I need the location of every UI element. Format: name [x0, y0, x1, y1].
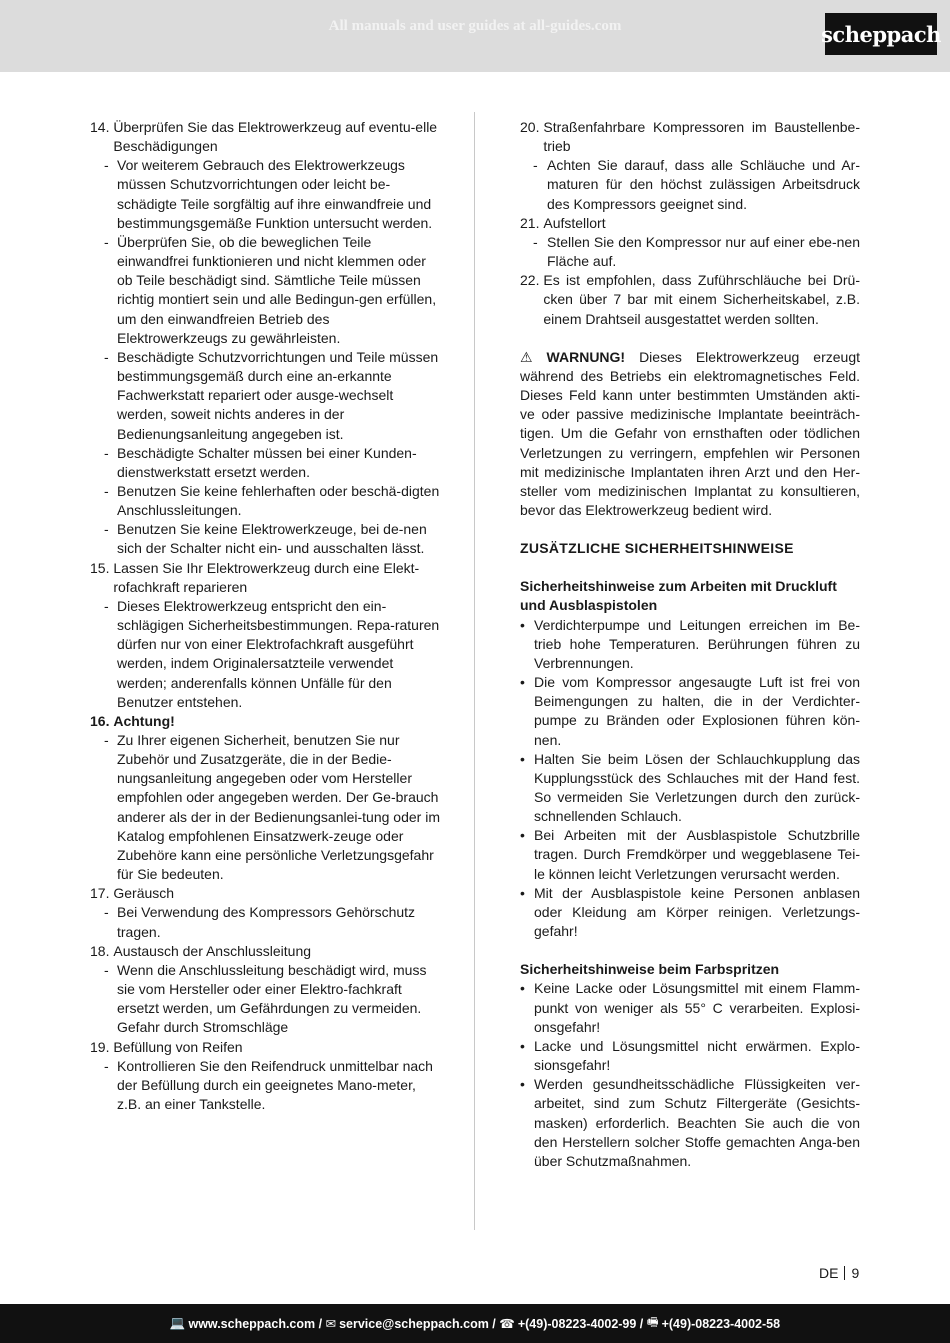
- sub-item: - Bei Verwendung des Kompressors Gehörschutz tragen.: [104, 904, 416, 940]
- sub-item: - Kontrollieren Sie den Reifendruck unmittelbar nach der Befüllung durch ein geeignetes Mano-meter, z.B. an einer Tankstelle.: [104, 1057, 433, 1112]
- sub-item: - Zu Ihrer eigenen Sicherheit, benutzen Sie nur Zubehör und Zusatzgeräte, die in der Bedie-nungsanleitung angegeben oder vom Hersteller empfohlen oder angegeben werden. Der Ge-brauch anderer als der in der Bedienungsanlei-tung oder im Katalog empfohlenen Einsatzwerk-zeuge oder Zubehöre kann eine persönliche Verletzungsgefahr für Sie bedeuten.: [104, 732, 440, 883]
- list-item-19: 19. Befüllung von Reifen: [90, 1038, 243, 1055]
- warning-text: Dieses Elektrowerkzeug erzeugt während des Betriebs ein elektromagnetisches Feld. Dieses Feld kann unter bestimmten Umständen akti-ve oder passive medizinische Implantate beeinträch-tigen. Um die Gefahr von ernsthaften oder tödlichen Verletzungen zu verringern, empfehlen wir Personen mit medizinische Implantaten ihren Arzt und den Her-steller vom medizinischen Implantat zu konsultieren, bevor das Elektrowerkzeug bedient wird.: [520, 348, 860, 518]
- bullet-item: • Die vom Kompressor angesaugte Luft ist frei von Beimengungen zu halten, die in der Verdichter-pumpe zu Bränden oder Explosionen führen kön-nen.: [520, 674, 860, 748]
- phone-icon: ☎: [499, 1317, 515, 1331]
- computer-icon: 💻: [169, 1316, 186, 1330]
- list-item-20: 20. Straßenfahrbare Kompressoren im Baustellenbe-trieb: [520, 119, 860, 155]
- footer-fax: +(49)-08223-4002-58: [661, 1316, 781, 1331]
- footer-bar: [0, 1304, 950, 1343]
- list-item-15: 15. Lassen Sie Ihr Elektrowerkzeug durch eine Elekt-rofachkraft reparieren: [90, 559, 420, 595]
- left-column: [90, 118, 440, 1114]
- sub-item: - Benutzen Sie keine Elektrowerkzeuge, bei de-nen sich der Schalter nicht ein- und ausschalten lässt.: [104, 521, 427, 557]
- sub-item: - Benutzen Sie keine fehlerhaften oder beschä-digten Anschlussleitungen.: [104, 482, 440, 519]
- bullet-item: • Lacke und Lösungsmittel nicht erwärmen. Explo-sionsgefahr!: [520, 1037, 860, 1074]
- footer-email-link[interactable]: service@scheppach.com /: [339, 1316, 496, 1331]
- sub-item: - Dieses Elektrowerkzeug entspricht den ein-schlägigen Sicherheitsbestimmungen. Repa-raturen dürfen nur von einer Elektrofachkraft ausgeführt werden, indem Originalersatzteile verwendet werden; anderenfalls können Unfälle für den Benutzer entstehen.: [104, 597, 440, 710]
- sub-item: - Stellen Sie den Kompressor nur auf einer ebe-nen Fläche auf.: [533, 233, 860, 270]
- list-item-17: 17. Geräusch: [90, 885, 175, 902]
- list-item-18: 18. Austausch der Anschlussleitung: [90, 942, 312, 959]
- subsection-title-farbspritzen: Sicherheitshinweise beim Farbspritzen: [520, 961, 780, 978]
- sub-item: - Beschädigte Schutzvorrichtungen und Teile müssen bestimmungsgemäß durch eine an-erkannte Fachwerkstatt repariert oder ausge-wechselt werden, soweit nichts anderes in der Bedienungsanleitung angegeben ist.: [104, 348, 439, 442]
- header-bar: [0, 0, 950, 72]
- fax-icon: 🖷: [646, 1315, 659, 1329]
- bullet-item: • Werden gesundheitsschädliche Flüssigkeiten ver-arbeitet, sind zum Schutz Filtergeräte (Gesichts-masken) erforderlich. Beachten Sie auch die von den Herstellern solcher Stoffe gemachten Anga-ben über Schutzmaßnahmen.: [520, 1076, 860, 1169]
- footer-phone: +(49)-08223-4002-99 /: [517, 1316, 644, 1331]
- column-divider: [474, 112, 475, 1230]
- list-item-16: 16. Achtung!: [90, 712, 175, 729]
- brand-logo: scheppach: [825, 13, 937, 55]
- warning-icon: ⚠: [520, 348, 533, 365]
- bullet-item: • Halten Sie beim Lösen der Schlauchkupplung das Kupplungsstück des Schlauches mit der Hand fest. So vermeiden Sie Verletzungen durch den zurück-schnellenden Schlauch.: [520, 750, 860, 825]
- sub-item: - Vor weiterem Gebrauch des Elektrowerkzeugs müssen Schutzvorrichtungen oder leicht be-schädigte Teile sorgfältig auf ihre einwandfreie und bestimmungsgemäße Funktion untersucht werden.: [104, 157, 433, 231]
- subsection-title-druckluft: Sicherheitshinweise zum Arbeiten mit Druckluft und Ausblaspistolen: [520, 578, 837, 614]
- sub-item: - Überprüfen Sie, ob die beweglichen Teile einwandfrei funktionieren und nicht klemmen oder ob Teile beschädigt sind. Sämtliche Teile müssen richtig montiert sein und alle Bedingun-gen erfüllen, um den einwandfreien Betrieb des Elektrowerkzeugs zu gewährleisten.: [104, 233, 437, 346]
- list-item-22: 22. Es ist empfohlen, dass Zuführschläuche bei Drü-cken über 7 bar mit einem Sicherheitskabel, z.B. einem Drahtseil ausgestattet werden sollten.: [520, 272, 860, 327]
- watermark: All manuals and user guides at all-guides.com: [328, 18, 622, 34]
- sub-item: - Wenn die Anschlussleitung beschädigt wird, muss sie vom Hersteller oder einer Elektro-fachkraft ersetzt werden, um Gefährdungen zu vermeiden. Gefahr durch Stromschläge: [104, 961, 427, 1036]
- section-title: ZUSÄTZLICHE SICHERHEITSHINWEISE: [520, 540, 794, 557]
- bullet-item: • Keine Lacke oder Lösungsmittel mit einem Flamm-punkt von weniger als 55° C verarbeiten. Explosi-onsgefahr!: [520, 980, 860, 1035]
- sub-item: - Beschädigte Schalter müssen bei einer Kunden-dienstwerkstatt ersetzt werden.: [104, 444, 417, 480]
- footer-website-link[interactable]: www.scheppach.com /: [188, 1316, 323, 1331]
- right-column: [520, 118, 860, 1171]
- mail-icon: ✉: [325, 1317, 337, 1331]
- bullet-item: • Mit der Ausblaspistole keine Personen anblasen oder Kleidung am Körper reinigen. Verletzungs-gefahr!: [520, 884, 860, 940]
- sub-item: - Achten Sie darauf, dass alle Schläuche und Ar-maturen für den höchst zulässigen Arbeitsdruck des Kompressors geeignet sind.: [533, 157, 860, 212]
- list-item-14: 14. Überprüfen Sie das Elektrowerkzeug auf eventu-elle Beschädigungen: [90, 119, 438, 155]
- warning-label: WARNUNG!: [546, 348, 626, 365]
- warning-paragraph: [520, 348, 860, 520]
- list-item-21: 21. Aufstellort: [520, 214, 606, 231]
- bullet-item: • Bei Arbeiten mit der Ausblaspistole Schutzbrille tragen. Durch Fremdkörper und weggeblasene Tei-le können leicht Verletzungen verursacht werden.: [520, 827, 860, 882]
- page-number: DE 9: [819, 1265, 860, 1281]
- bullet-item: • Verdichterpumpe und Leitungen erreichen im Be-trieb hohe Temperaturen. Berührungen führen zu Verbrennungen.: [520, 616, 860, 671]
